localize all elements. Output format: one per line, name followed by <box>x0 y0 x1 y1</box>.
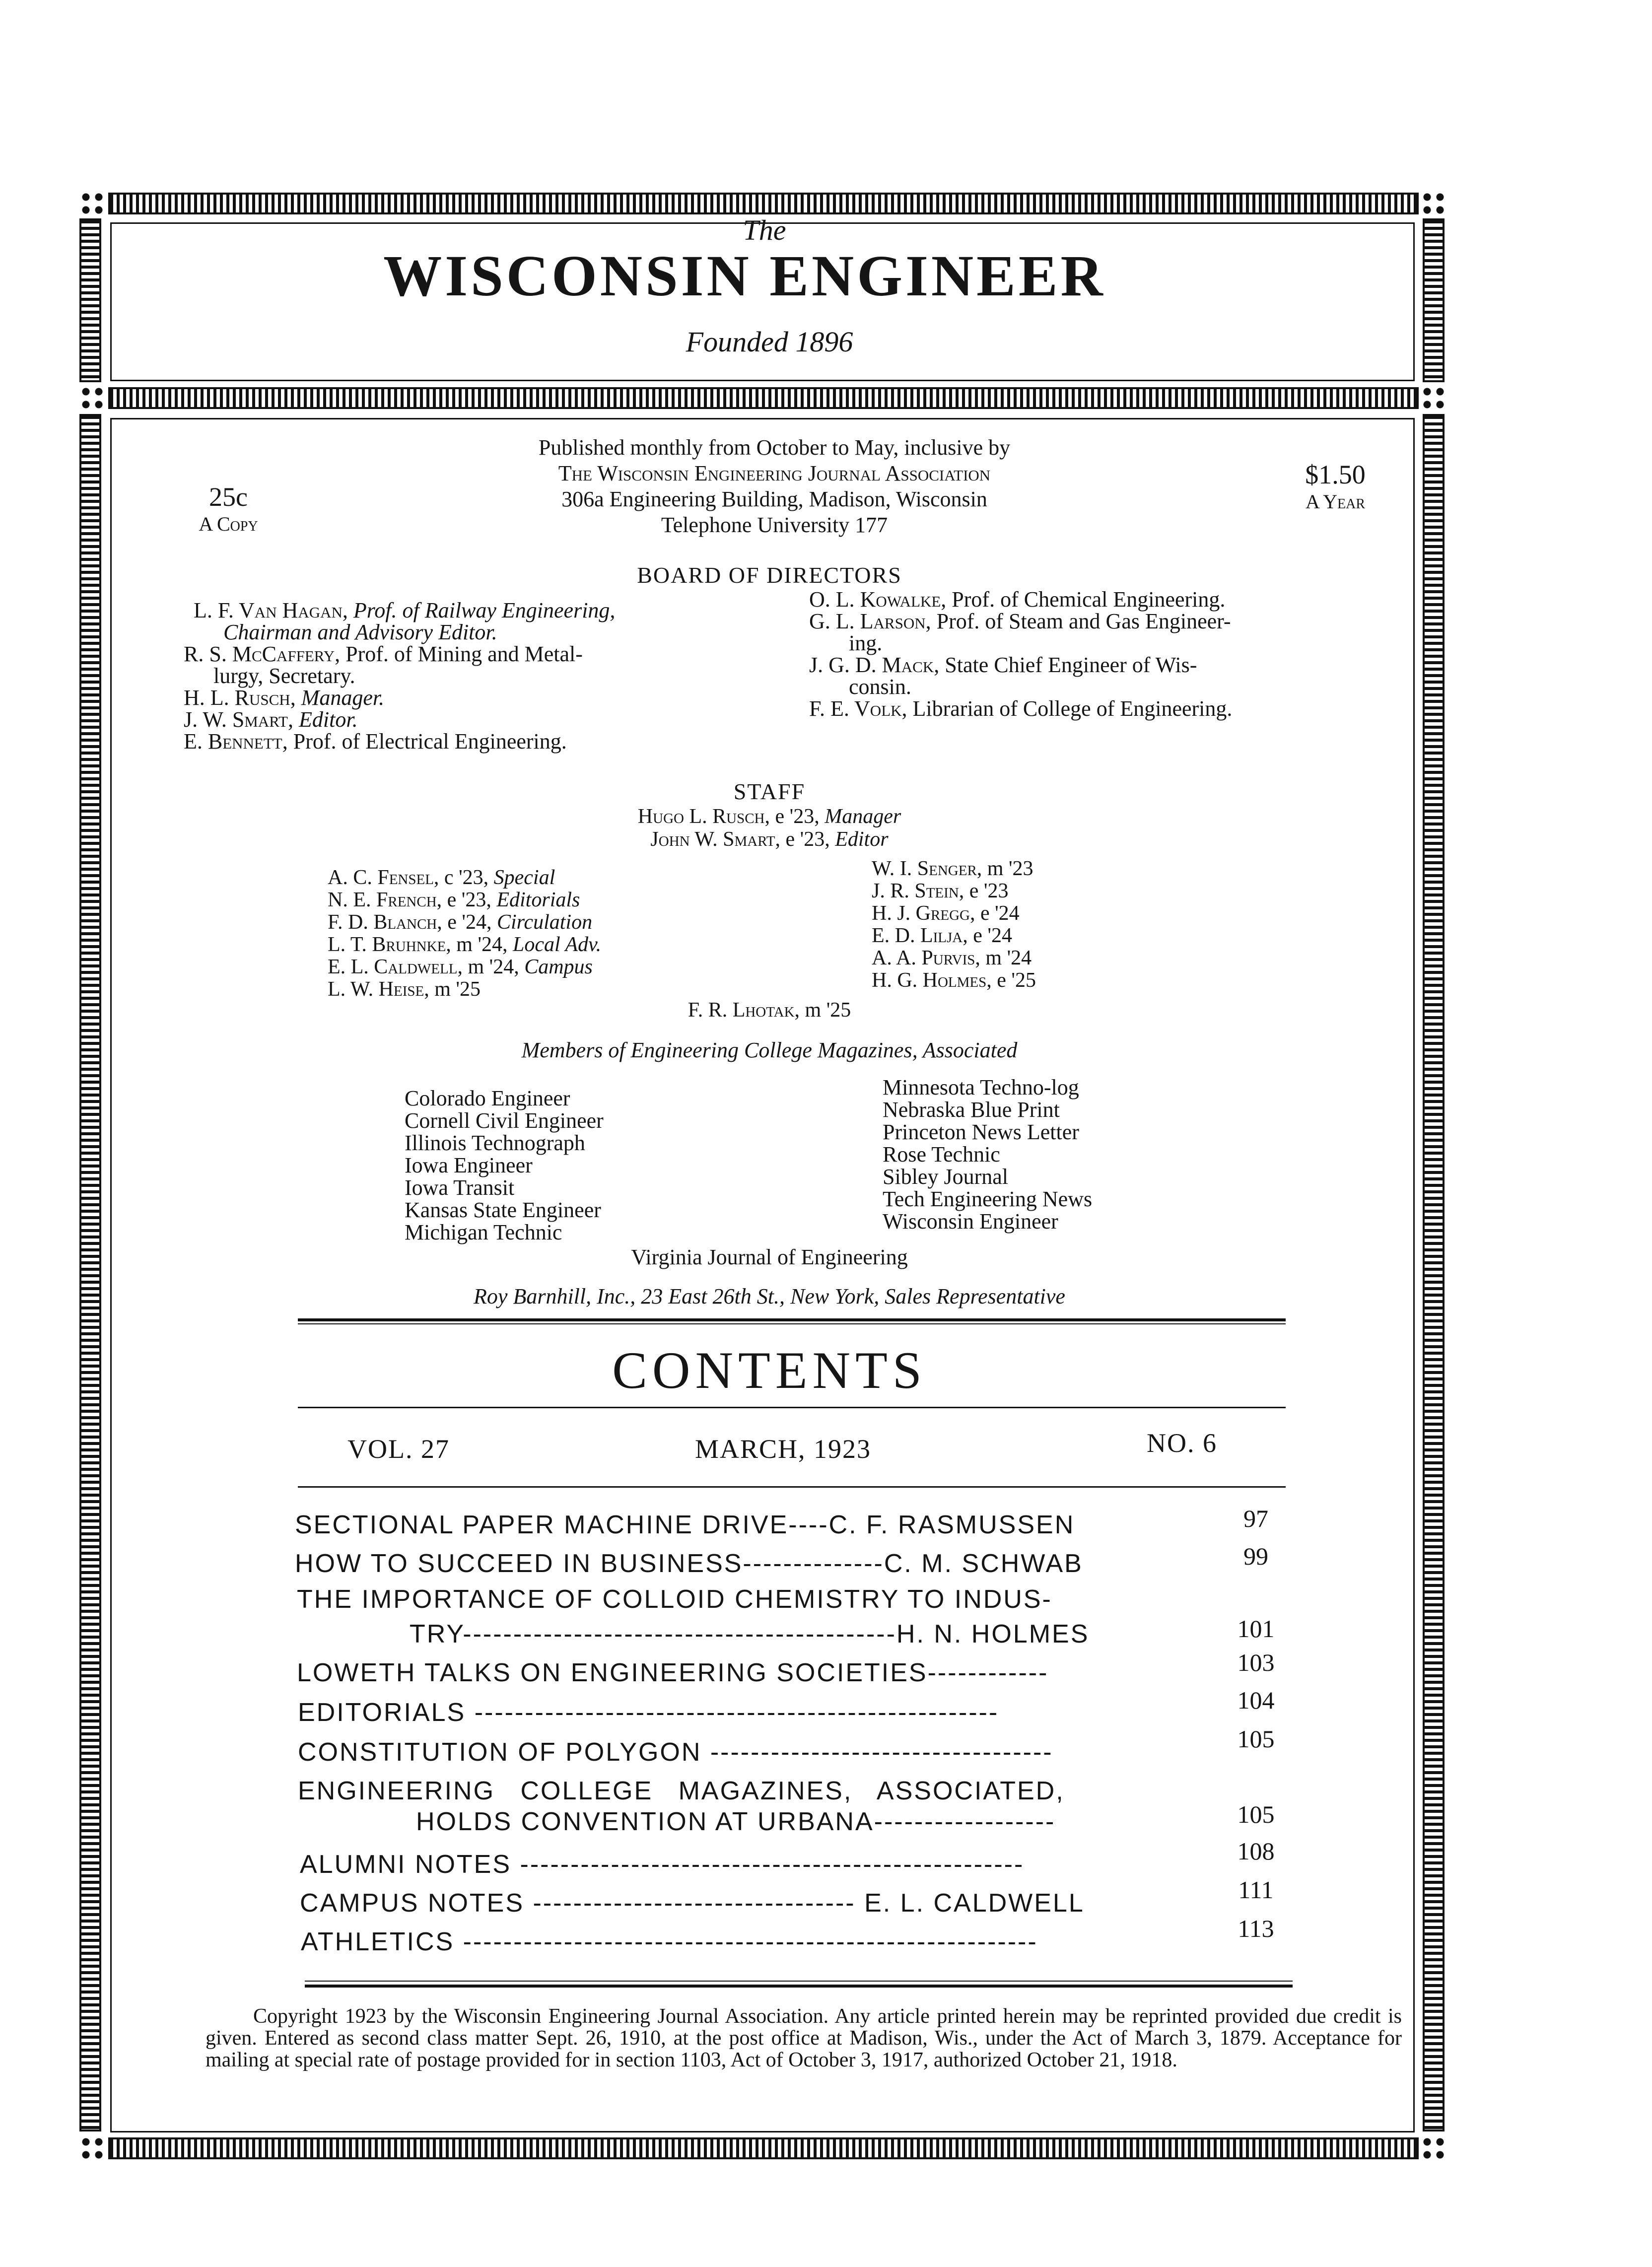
price-copy: 25c <box>209 482 248 512</box>
staff-detail: e '24 <box>980 902 1020 925</box>
staff-right-line <box>872 902 1219 925</box>
member-magazine: Princeton News Letter <box>883 1120 1079 1144</box>
border-right-bar-lower <box>1423 414 1445 2131</box>
masthead-founded: Founded 1896 <box>686 326 853 358</box>
board-member-role: lurgy, Secretary. <box>213 664 355 688</box>
board-member-role: Prof. of Electrical Engineering. <box>293 729 567 754</box>
member-magazine: Wisconsin Engineer <box>883 1209 1058 1234</box>
staff-left-line <box>328 889 774 911</box>
toc-page-number: 103 <box>1237 1649 1275 1676</box>
staff-detail: m '23 <box>987 857 1033 880</box>
board-right-column <box>809 589 1380 720</box>
publisher-line-4: Telephone University 177 <box>661 513 888 537</box>
toc-entry: ENGINEERING COLLEGE MAGAZINES, ASSOCIATED, <box>298 1777 1065 1805</box>
board-member-name: G. L. Larson, <box>809 609 931 633</box>
staff-detail: c '23, <box>444 866 489 889</box>
staff-name: E. D. Lilja, <box>872 924 968 947</box>
staff-role: Editorials <box>496 889 580 911</box>
contents-volume: VOL. 27 <box>347 1434 450 1464</box>
toc-page-number: 97 <box>1243 1505 1268 1532</box>
staff-name: F. D. Blanch, <box>328 911 442 934</box>
staff-right-line <box>872 880 1219 902</box>
board-left-line <box>194 600 819 621</box>
border-corner-mid-right <box>1421 385 1446 411</box>
board-left-column <box>184 600 819 753</box>
members-heading: Members of Engineering College Magazines, Associated <box>521 1038 1018 1062</box>
contents-top-rule-thick <box>298 1318 1286 1321</box>
contents-date: MARCH, 1923 <box>695 1434 872 1464</box>
border-bottom-bar <box>108 2137 1419 2159</box>
publisher-line-1: Published monthly from October to May, inclusive by <box>538 435 1011 460</box>
staff-detail: m '25 <box>805 999 851 1022</box>
staff-name: F. R. Lhotak, <box>688 999 800 1022</box>
border-corner-mid-left <box>79 385 105 411</box>
contents-bottom-rule-thin <box>305 1981 1293 1982</box>
staff-heading: STAFF <box>733 779 806 804</box>
publisher-block <box>407 435 1142 538</box>
board-right-line: ing. <box>849 631 883 655</box>
staff-top <box>546 805 993 851</box>
members-right-column <box>883 1076 1280 1233</box>
board-left-line <box>184 687 819 709</box>
member-magazine: Tech Engineering News <box>883 1187 1093 1211</box>
toc-entry: SECTIONAL PAPER MACHINE DRIVE----C. F. RASMUSSEN <box>295 1511 1075 1539</box>
board-left-line <box>184 731 819 753</box>
board-right-line <box>809 698 1380 720</box>
staff-bottom <box>546 999 993 1022</box>
member-magazine: Sibley Journal <box>883 1165 1008 1189</box>
staff-right-line <box>872 947 1219 969</box>
staff-detail: e '25 <box>997 969 1036 992</box>
board-member-name: E. Bennett, <box>184 729 288 754</box>
toc-page-number: 113 <box>1238 1915 1274 1942</box>
board-right-line <box>809 611 1380 632</box>
border-left-bar-lower <box>79 414 101 2131</box>
board-right-line: consin. <box>849 675 911 699</box>
staff-name: W. I. Senger, <box>872 857 982 880</box>
toc-entry: HOLDS CONVENTION AT URBANA------------------ <box>416 1807 1056 1836</box>
toc-page-number: 105 <box>1237 1800 1275 1828</box>
toc-page-number: 104 <box>1237 1686 1275 1714</box>
masthead-title: WISCONSIN ENGINEER <box>383 243 1106 308</box>
contents-vol-rule <box>298 1486 1286 1488</box>
staff-detail: e '24, <box>447 911 492 934</box>
board-right-line <box>809 654 1380 676</box>
staff-right-line <box>872 969 1219 992</box>
price-copy-label: A Copy <box>199 513 258 535</box>
border-corner-bottom-right <box>1421 2135 1446 2161</box>
toc-entry: LOWETH TALKS ON ENGINEERING SOCIETIES------------ <box>297 1658 1049 1687</box>
board-left-line <box>213 665 819 687</box>
border-corner-bottom-left <box>79 2135 105 2161</box>
board-member-name: J. G. D. Mack, <box>809 653 940 677</box>
publisher-line-3: 306a Engineering Building, Madison, Wisconsin <box>561 487 987 511</box>
border-top-bar <box>108 193 1419 214</box>
price-year-label: A Year <box>1305 490 1366 513</box>
contents-top-rule-thin <box>298 1323 1286 1324</box>
price-year-block <box>1271 459 1400 513</box>
toc-entry: CONSTITUTION OF POLYGON ---------------------------------- <box>298 1738 1053 1767</box>
board-member-name: O. L. Kowalke, <box>809 587 947 612</box>
copyright-notice: Copyright 1923 by the Wisconsin Engineering Journal Association. Any article printed herein may be reprinted provided due credit is given. Entered as second class matter Sept. 26, 1910, at the post office at Madison, Wis., under the Act of March 3, 1879. Acceptance for mailing at special rate of postage provided for in section 1103, Act of October 3, 1917, authorized October 21, 1918. <box>206 2005 1402 2071</box>
staff-detail: e '23, <box>447 889 491 911</box>
staff-detail: e '23, <box>785 828 830 851</box>
staff-role: Circulation <box>496 911 593 934</box>
staff-detail: e '24 <box>973 924 1012 947</box>
toc-page-number: 108 <box>1237 1837 1275 1865</box>
members-left-column <box>405 1087 802 1243</box>
masthead-the: The <box>743 214 786 246</box>
sales-representative: Roy Barnhill, Inc., 23 East 26th St., New York, Sales Representative <box>474 1284 1065 1308</box>
toc-page-number: 99 <box>1243 1542 1268 1570</box>
member-magazine: Minnesota Techno-log <box>883 1075 1079 1099</box>
staff-name: John W. Smart, <box>650 828 781 851</box>
staff-name: A. A. Purvis, <box>872 947 980 969</box>
staff-right-column <box>872 858 1219 992</box>
board-member-name: J. W. Smart, <box>184 707 293 732</box>
board-right-line <box>809 589 1380 611</box>
staff-role: Editor <box>835 828 889 851</box>
staff-name: Hugo L. Rusch, <box>637 805 770 828</box>
staff-detail: e '23, <box>775 805 820 828</box>
staff-detail: m '24, <box>468 956 519 978</box>
board-member-role: Librarian of College of Engineering. <box>912 696 1233 721</box>
toc-entry: EDITORIALS ---------------------------------------------------- <box>298 1698 999 1727</box>
board-member-role: Prof. of Chemical Engineering. <box>952 587 1226 612</box>
board-member-name: L. F. Van Hagan, <box>194 598 348 622</box>
contents-bottom-rule-thick <box>305 1985 1293 1988</box>
staff-left-line <box>328 956 774 978</box>
publisher-line-2: The Wisconsin Engineering Journal Association <box>558 461 991 485</box>
member-magazine: Colorado Engineer <box>405 1086 570 1110</box>
board-left-line <box>184 709 819 731</box>
toc-page-number: 111 <box>1238 1876 1274 1904</box>
staff-role: Manager <box>825 805 901 828</box>
staff-left-column <box>328 867 774 1001</box>
staff-right-line <box>872 858 1219 880</box>
staff-detail: m '25 <box>434 978 481 1001</box>
member-magazine: Iowa Engineer <box>405 1153 533 1177</box>
toc-entry: CAMPUS NOTES -------------------------------- E. L. CALDWELL <box>300 1889 1085 1918</box>
staff-name: N. E. French, <box>328 889 442 911</box>
board-member-role: State Chief Engineer of Wis- <box>945 653 1197 677</box>
staff-name: J. R. Stein, <box>872 880 964 902</box>
board-member-name: F. E. Volk, <box>809 696 907 721</box>
staff-top-line <box>546 805 993 828</box>
member-magazine: Kansas State Engineer <box>405 1198 601 1222</box>
staff-left-line <box>328 934 774 956</box>
board-member-role: Prof. of Railway Engineering, <box>353 598 616 622</box>
contents-title-rule <box>298 1407 1286 1408</box>
staff-role: Campus <box>524 956 593 978</box>
border-corner-top-left <box>79 191 105 216</box>
toc-entry: ALUMNI NOTES -------------------------------------------------- <box>300 1850 1025 1879</box>
staff-left-line <box>328 911 774 934</box>
board-left-line <box>184 643 819 665</box>
board-member-role: Editor. <box>299 707 358 732</box>
staff-top-line <box>546 828 993 851</box>
border-corner-top-right <box>1421 191 1446 216</box>
board-member-role: Prof. of Mining and Metal- <box>345 642 583 666</box>
member-magazine: Nebraska Blue Print <box>883 1098 1060 1122</box>
contents-title: CONTENTS <box>612 1341 927 1399</box>
toc-entry: THE IMPORTANCE OF COLLOID CHEMISTRY TO INDUS- <box>297 1585 1052 1614</box>
member-magazine: Rose Technic <box>883 1142 1000 1167</box>
contents-number: NO. 6 <box>1147 1428 1217 1458</box>
toc-entry: HOW TO SUCCEED IN BUSINESS--------------C. M. SCHWAB <box>295 1549 1083 1578</box>
board-member-role: Prof. of Steam and Gas Engineer- <box>936 609 1231 633</box>
price-year: $1.50 <box>1305 460 1366 489</box>
staff-name: L. T. Bruhnke, <box>328 933 451 956</box>
staff-left-line <box>328 978 774 1001</box>
staff-role: Special <box>493 866 555 889</box>
toc-page-number: 105 <box>1237 1725 1275 1753</box>
toc-entry: TRY-------------------------------------------H. N. HOLMES <box>410 1620 1090 1649</box>
member-magazine: Cornell Civil Engineer <box>405 1108 604 1133</box>
toc-entry: ATHLETICS --------------------------------------------------------- <box>301 1927 1038 1956</box>
board-member-name: R. S. McCaffery, <box>184 642 341 666</box>
staff-detail: m '24 <box>985 947 1032 969</box>
member-magazine: Illinois Technograph <box>405 1131 585 1155</box>
board-left-line: Chairman and Advisory Editor. <box>223 620 497 644</box>
staff-left-line <box>328 867 774 889</box>
border-mid-bar <box>108 387 1419 409</box>
border-right-bar-upper <box>1423 218 1445 382</box>
staff-detail: m '24, <box>456 933 508 956</box>
staff-role: Local Adv. <box>513 933 602 956</box>
staff-name: E. L. Caldwell, <box>328 956 463 978</box>
staff-name: H. J. Gregg, <box>872 902 975 925</box>
members-last: Virginia Journal of Engineering <box>631 1245 908 1269</box>
price-copy-block <box>164 481 293 536</box>
border-left-bar-upper <box>79 218 101 382</box>
staff-detail: e '23 <box>969 880 1009 902</box>
staff-right-line <box>872 925 1219 947</box>
staff-name: L. W. Heise, <box>328 978 429 1001</box>
board-member-role: Manager. <box>301 686 385 710</box>
board-member-name: H. L. Rusch, <box>184 686 296 710</box>
toc-page-number: 101 <box>1237 1615 1275 1643</box>
member-magazine: Michigan Technic <box>405 1220 562 1244</box>
staff-name: H. G. Holmes, <box>872 969 992 992</box>
board-heading: BOARD OF DIRECTORS <box>637 562 902 588</box>
member-magazine: Iowa Transit <box>405 1175 515 1200</box>
staff-name: A. C. Fensel, <box>328 866 439 889</box>
